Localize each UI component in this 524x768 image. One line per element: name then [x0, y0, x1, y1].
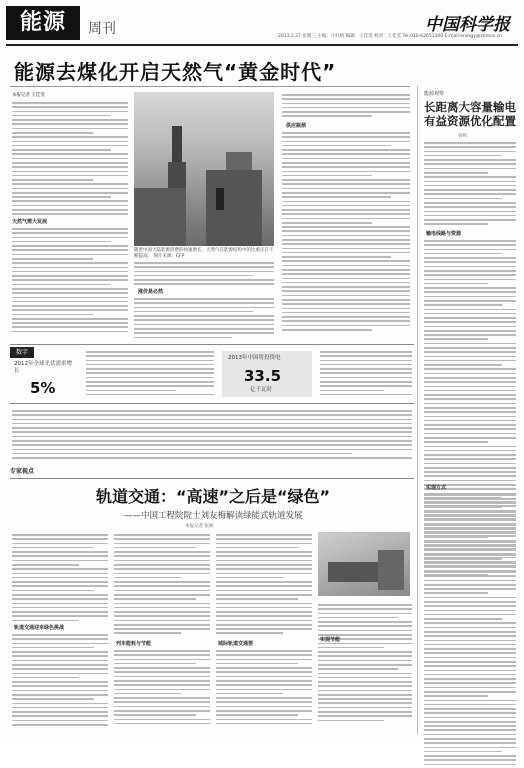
side-author: 曾鸣: [458, 134, 467, 139]
side-text-c: [424, 494, 516, 768]
stats-band: [10, 344, 414, 404]
side-tag: 能源观察: [424, 91, 445, 97]
feature-headline: 轨道交通：“高速”之后是“绿色”: [96, 487, 331, 506]
header-rule: [6, 44, 518, 46]
dateline: 2013.2.27 星期三 主编：计红梅 编辑：王佳雯 校对：王佳雯 Tel:010-62651300 E-mail:energy@stimes.cn: [278, 34, 503, 39]
feature-subhead-d: 实现节能: [320, 637, 341, 643]
side-subhead-b: 实现方式: [426, 485, 447, 491]
paper-logo: 中国科学报: [425, 15, 510, 35]
photo-caption: 随着中国大陆能源消费的快速增长，天然气在能源结构中的比重正在不断提高。 图片来源：CFP: [134, 248, 274, 259]
stat-right-value: 33.5: [244, 367, 282, 385]
feature-subhead-c: 城际轨道交通要: [218, 641, 254, 647]
stat-right-label: 2013年中国将投资电: [228, 355, 281, 361]
lead-subhead-a: 天然气需大发展: [12, 219, 48, 225]
feature-rule: [10, 478, 414, 479]
side-column: [417, 86, 519, 734]
feature-subhead-a: 轨道交通迎来绿色挑战: [14, 625, 65, 631]
lead-text-col3b: [282, 132, 410, 333]
feature-text-col3b: [216, 650, 312, 727]
side-title: 长距离大容量输电有益资源优化配置: [424, 100, 516, 128]
lead-byline: 本报记者 王佳雯: [12, 93, 45, 98]
stat-right-text: [320, 351, 412, 398]
side-text-a: [424, 142, 516, 228]
weekly-label: 周刊: [88, 21, 116, 37]
lead-text-col3: [282, 94, 410, 120]
lead-text-col1: [12, 102, 128, 218]
stat-left-label: 2012年全球光伏需求增长: [14, 361, 72, 374]
lead-text-col2b: [134, 298, 274, 341]
stat-left-value: 5%: [30, 379, 56, 397]
side-subhead-a: 输电线路与资源: [426, 231, 462, 237]
stat-left-text: [86, 351, 214, 398]
feature-text-col2b: [114, 650, 210, 727]
feature-subhead: ——中国工程院院士刘友梅解读绿能式轨道发展: [124, 511, 303, 521]
lead-subhead-c: 涨价是必然: [138, 289, 164, 295]
lead-photo: [134, 92, 274, 246]
masthead: [6, 4, 520, 44]
lead-text-col1b: [12, 228, 128, 335]
feature-text-col2: [114, 534, 210, 637]
feature-subhead-b: 列车能耗与节能: [116, 641, 152, 647]
stats-tag: 数字: [10, 347, 34, 358]
feature-text-col3: [216, 534, 312, 637]
feature-byline: 本报记者 张林: [185, 524, 214, 529]
lead-text-col2: [134, 262, 274, 288]
feature-photo: [318, 532, 410, 596]
lead-headline: 能源去煤化开启天然气“黄金时代”: [14, 60, 337, 84]
feature-text-col1b: [12, 634, 108, 728]
feature-tag: 专家视点: [10, 468, 35, 475]
stat-right-box: [222, 351, 312, 397]
feature-text-col1: [12, 534, 108, 624]
headline-rule: [10, 86, 410, 87]
feature-text-col4: [318, 604, 412, 724]
section-label: 能源: [6, 6, 80, 40]
lead-text-bottom: [12, 410, 412, 461]
stat-right-unit: 亿千瓦时: [250, 387, 273, 393]
lead-subhead-b: 供应瓶颈: [286, 123, 307, 129]
